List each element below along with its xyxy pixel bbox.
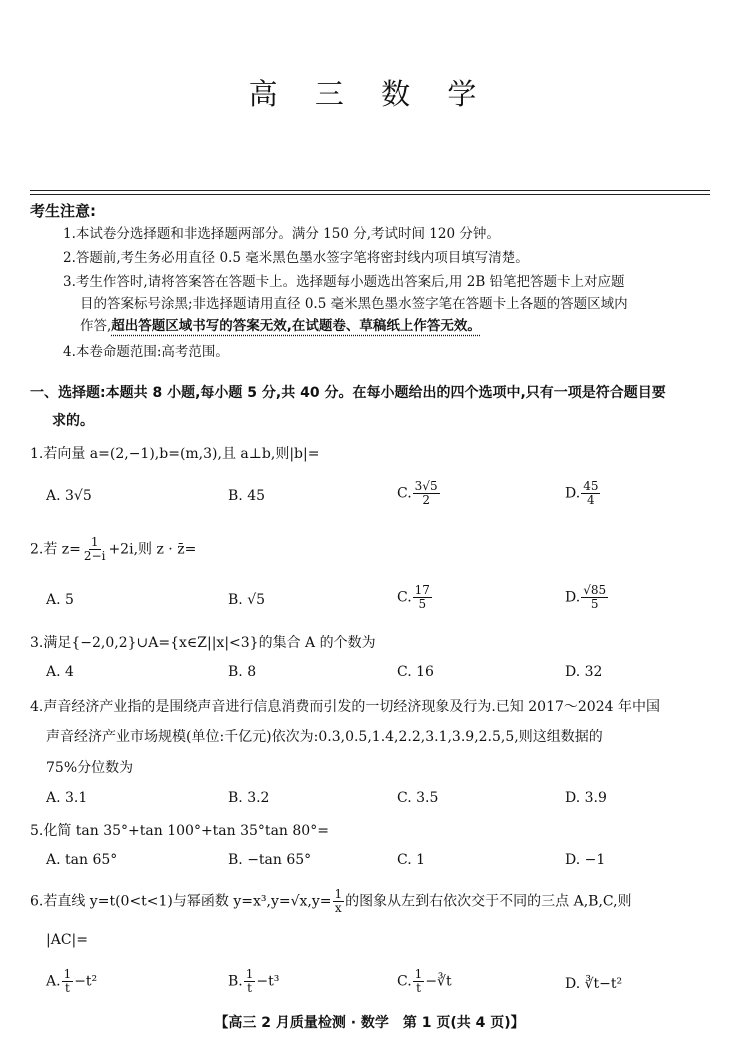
q5-option-a: A. tan 65° <box>46 852 118 868</box>
q6-option-b-label: B. <box>228 973 243 990</box>
q6-option-b-tail: −t³ <box>256 973 280 990</box>
q4-stem-line3: 75%分位数为 <box>46 760 134 776</box>
q4-option-b: B. 3.2 <box>228 790 270 806</box>
q6-b-num: 1 <box>245 967 254 981</box>
q1-option-a: A. 3√5 <box>46 488 92 504</box>
q2-stem-fraction <box>82 536 108 563</box>
page-title: 高 三 数 学 <box>248 77 491 111</box>
q6-a-den: t <box>64 981 70 996</box>
q6-option-b <box>228 968 279 995</box>
notice-item-3: 3.考生作答时,请将答案答在答题卡上。选择题每小题选出答案后,用 2B 铅笔把答题卡上对应题 <box>63 274 625 290</box>
q2-c-den: 5 <box>418 597 427 612</box>
q4-option-c: C. 3.5 <box>397 790 439 806</box>
q2-c-num: 17 <box>414 583 430 597</box>
q2-stem-b: +2i,则 z · z̄= <box>108 541 197 558</box>
q6-option-a <box>46 968 97 995</box>
q4-option-a: A. 3.1 <box>46 790 88 806</box>
notice-heading: 考生注意: <box>30 202 96 220</box>
q6-stem-den: x <box>334 901 342 916</box>
q2-option-c-fraction <box>413 584 432 611</box>
q2-option-d <box>565 584 609 611</box>
notice-item-3-end <box>80 314 481 334</box>
q1-option-c-fraction <box>413 480 440 507</box>
q1-option-d <box>565 480 601 507</box>
section-1-heading: 一、选择题:本题共 8 小题,每小题 5 分,共 40 分。在每小题给出的四个选项中,只有一项是符合题目要 <box>30 385 666 401</box>
q1-c-den: 2 <box>422 493 430 508</box>
q6-option-c-fraction <box>413 968 425 995</box>
q2-stem <box>30 536 196 563</box>
q6-option-c-tail: −∛t <box>425 973 452 990</box>
q2-stem-a: 2.若 z= <box>30 541 81 558</box>
notice-item-3-cont: 目的答案标号涂黑;非选择题请用直径 0.5 毫米黑色墨水签字笔在答题卡上各题的答题区域内 <box>80 296 628 312</box>
q3-option-b: B. 8 <box>228 664 257 680</box>
q4-option-d: D. 3.9 <box>565 790 607 806</box>
q1-option-c <box>397 480 441 507</box>
q1-stem: 1.若向量 a=(2,−1),b=(m,3),且 a⊥b,则|b|= <box>30 446 320 462</box>
page-footer: 【高三 2 月质量检测 · 数学 第 1 页(共 4 页)】 <box>214 1015 525 1031</box>
q4-stem-line1: 4.声音经济产业指的是围绕声音进行信息消费而引发的一切经济现象及行为.已知 2017～2024 年中国 <box>30 699 660 715</box>
q6-option-a-tail: −t² <box>74 973 98 990</box>
q3-option-a: A. 4 <box>46 664 74 680</box>
section-1-heading-cont: 求的。 <box>52 413 94 429</box>
header-rule-top <box>30 190 710 191</box>
q5-option-b: B. −tan 65° <box>228 852 312 868</box>
header-rule-bottom <box>30 194 710 195</box>
q2-option-b: B. √5 <box>228 592 266 608</box>
q6-stem-a: 6.若直线 y=t(0<t<1)与幂函数 y=x³,y=√x,y= <box>30 893 332 910</box>
q3-option-c: C. 16 <box>397 664 434 680</box>
q5-option-d: D. −1 <box>565 852 606 868</box>
q2-option-d-label: D. <box>565 589 581 606</box>
q2-option-a: A. 5 <box>46 592 74 608</box>
q6-stem-line1 <box>30 888 632 915</box>
notice-emphasis: 超出答题区域书写的答案无效,在试题卷、草稿纸上作答无效。 <box>111 318 481 334</box>
q2-option-c-label: C. <box>397 589 412 606</box>
q2-d-den: 5 <box>590 597 599 612</box>
notice-item-3-prefix: 作答, <box>80 318 112 334</box>
q6-option-a-fraction <box>62 968 74 995</box>
q6-stem-fraction <box>333 888 345 915</box>
q6-option-c <box>397 968 452 995</box>
notice-item-4: 4.本卷命题范围:高考范围。 <box>63 344 229 360</box>
q6-c-num: 1 <box>414 967 423 981</box>
q3-option-d: D. 32 <box>565 664 603 680</box>
q6-option-c-label: C. <box>397 973 412 990</box>
notice-item-1: 1.本试卷分选择题和非选择题两部分。满分 150 分,考试时间 120 分钟。 <box>63 226 500 242</box>
q6-b-den: t <box>247 981 252 996</box>
q6-a-num: 1 <box>63 967 72 981</box>
q6-option-a-label: A. <box>46 973 61 990</box>
q6-c-den: t <box>416 981 421 996</box>
q1-d-num: 45 <box>583 479 599 493</box>
q6-stem-line2: |AC|= <box>46 932 88 948</box>
q1-option-d-fraction <box>581 480 600 507</box>
q2-stem-den: 2−i <box>83 549 106 564</box>
q1-option-c-label: C. <box>397 485 412 502</box>
q1-option-d-label: D. <box>565 485 581 502</box>
q6-stem-b: 的图象从左到右依次交于不同的三点 A,B,C,则 <box>345 893 632 910</box>
q1-d-den: 4 <box>587 493 595 508</box>
q5-option-c: C. 1 <box>397 852 426 868</box>
q2-option-c <box>397 584 433 611</box>
q1-option-b: B. 45 <box>228 488 266 504</box>
q5-stem: 5.化简 tan 35°+tan 100°+tan 35°tan 80°= <box>30 823 329 839</box>
q6-option-b-fraction <box>244 968 256 995</box>
q2-d-num: √85 <box>583 583 607 597</box>
q1-c-num: 3√5 <box>414 479 438 493</box>
q6-stem-num: 1 <box>334 887 343 901</box>
q3-stem: 3.满足{−2,0,2}∪A={x∈Z||x|<3}的集合 A 的个数为 <box>30 635 376 651</box>
q6-option-d: D. ∛t−t² <box>565 976 623 992</box>
notice-item-2: 2.答题前,考生务必用直径 0.5 毫米黑色墨水签字笔将密封线内项目填写清楚。 <box>63 250 529 266</box>
q2-stem-num: 1 <box>90 535 99 549</box>
q4-stem-line2: 声音经济产业市场规模(单位:千亿元)依次为:0.3,0.5,1.4,2.2,3.1,3.9,2.5,5,则这组数据的 <box>46 729 603 745</box>
q2-option-d-fraction <box>581 584 608 611</box>
